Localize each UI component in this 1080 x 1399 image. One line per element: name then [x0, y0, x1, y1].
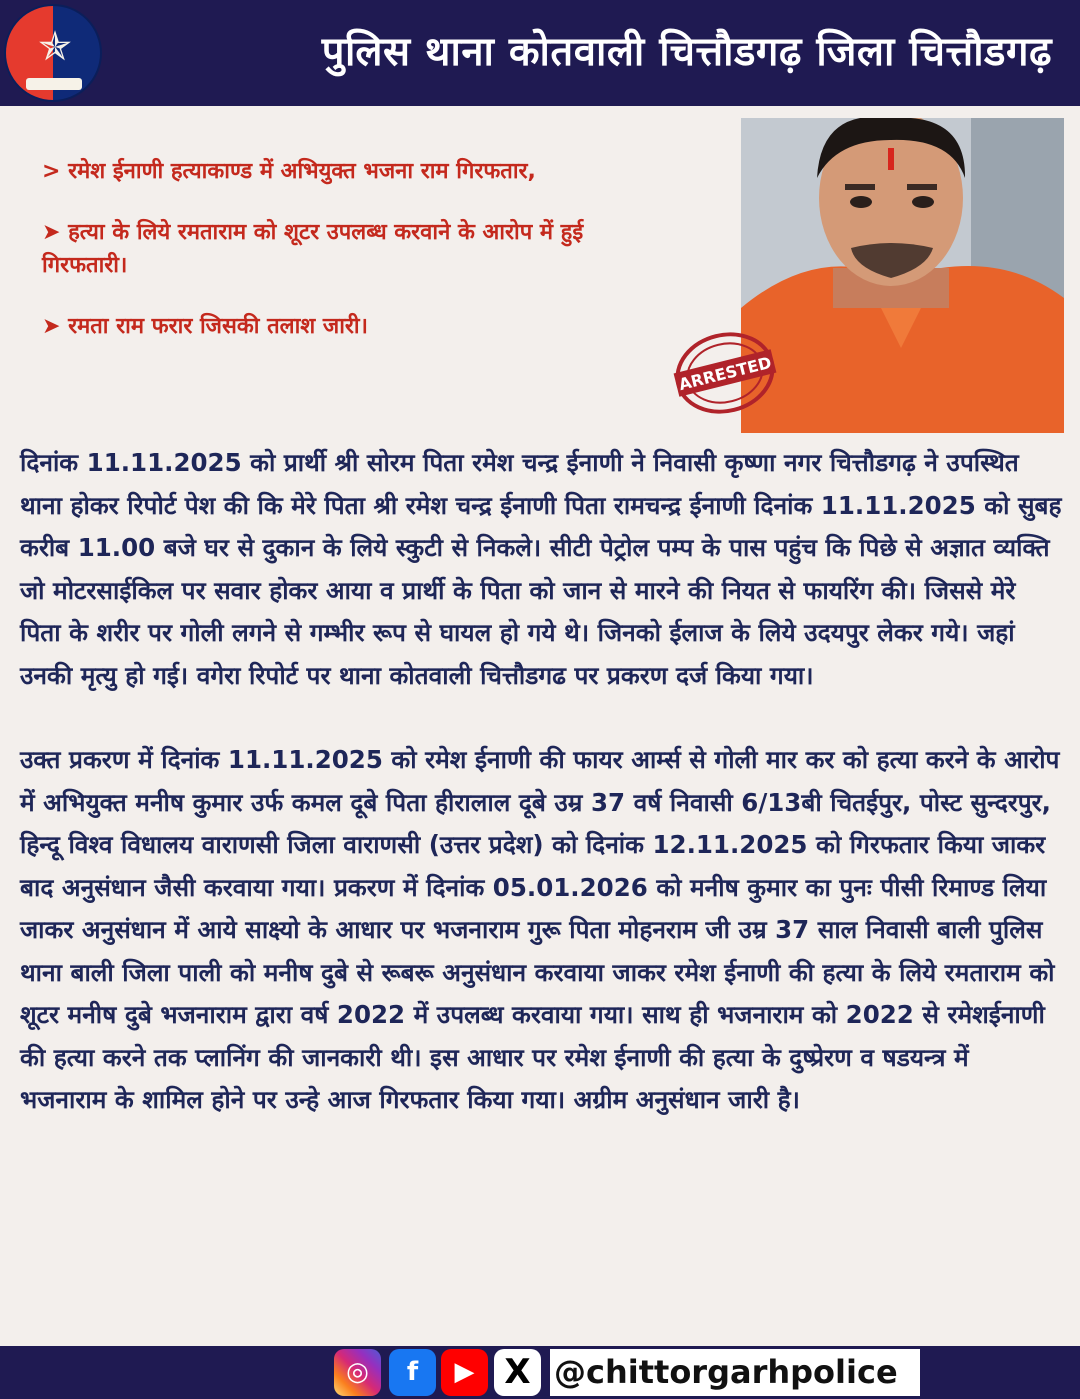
instagram-icon[interactable]: ◎	[334, 1349, 381, 1396]
header-bar	[0, 0, 1080, 106]
star-icon: ✯	[38, 24, 72, 70]
highlight-list	[42, 155, 662, 371]
report-body	[20, 442, 1062, 1122]
highlight-item: ➤ हत्या के लिये रमताराम को शूटर उपलब्ध करवाने के आरोप में हुई गिरफतारी।	[42, 220, 584, 278]
police-emblem-logo	[4, 4, 102, 102]
x-icon[interactable]: X	[494, 1349, 541, 1396]
accused-photo	[741, 118, 1064, 433]
highlight-item: ➤ रमता राम फरार जिसकी तलाश जारी।	[42, 314, 368, 339]
highlight-item: > रमेश ईनाणी हत्याकाण्ड में अभियुक्त भजना राम गिरफतार,	[42, 159, 536, 184]
page-title: पुलिस थाना कोतवाली चित्तौडगढ़ जिला चित्तौडगढ़	[321, 29, 1052, 75]
facebook-icon[interactable]: f	[389, 1349, 436, 1396]
paragraph: उक्त प्रकरण में दिनांक 11.11.2025 को रमेश ईनाणी की फायर आर्म्स से गोली मार कर को हत्या करने के आरोप में अभियुक्त मनीष कुमार उर्फ कमल दूबे पिता हीरालाल दूबे उम्र 37 वर्ष निवासी 6/13बी चितईपुर, पोस्ट सुन्दरपुर, हिन्दू विश्व विधालय वाराणसी जिला वाराणसी (उत्तर प्रदेश) को दिनांक 12.11.2025 को गिरफतार किया जाकर बाद अनुसंधान जैसी करवाया गया। प्रकरण में दिनांक 05.01.2026 को मनीष कुमार का पुनः पीसी रिमाण्ड लिया जाकर अनुसंधान में आये साक्ष्यो के आधार पर भजनाराम गुरू पिता मोहनराम जी उम्र 37 साल निवासी बाली पुलिस थाना बाली जिला पाली को मनीष दुबे से रूबरू अनुसंधान करवाया जाकर रमेश ईनाणी की हत्या के लिये रमताराम को शूटर मनीष दुबे भजनाराम द्वारा वर्ष 2022 में उपलब्ध करवाया गया। साथ ही भजनाराम को 2022 से रमेशईनाणी की हत्या करने तक प्लानिंग की जानकारी थी। इस आधार पर रमेश ईनाणी की हत्या के दुष्प्रेरण व षडयन्त्र में भजनाराम के शामिल होने पर उन्हे आज गिरफतार किया गया। अग्रीम अनुसंधान जारी है।	[20, 745, 1060, 1114]
social-handle[interactable]: @chittorgarhpolice	[550, 1349, 920, 1396]
stamp-text: ARRESTED	[676, 352, 774, 395]
paragraph: दिनांक 11.11.2025 को प्रार्थी श्री सोरम पिता रमेश चन्द्र ईनाणी ने निवासी कृष्णा नगर चित्तौडगढ़ ने उपस्थित थाना होकर रिपोर्ट पेश की कि मेरे पिता श्री रमेश चन्द्र ईनाणी पिता रामचन्द्र ईनाणी दिनांक 11.11.2025 को सुबह करीब 11.00 बजे घर से दुकान के लिये स्कुटी से निकले। सीटी पेट्रोल पम्प के पास पहुंच कि पिछे से अज्ञात व्यक्ति जो मोटरसाईकिल पर सवार होकर आया व प्रार्थी के पिता को जान से मारने की नियत से फायरिंग की। जिससे मेरे पिता के शरीर पर गोली लगने से गम्भीर रूप से घायल हो गये थे। जिनको ईलाज के लिये उदयपुर लेकर गये। जहां उनकी मृत्यु हो गई। वगेरा रिपोर्ट पर थाना कोतवाली चित्तौडगढ पर प्रकरण दर्ज किया गया।	[20, 448, 1062, 690]
youtube-icon[interactable]: ▶	[441, 1349, 488, 1396]
